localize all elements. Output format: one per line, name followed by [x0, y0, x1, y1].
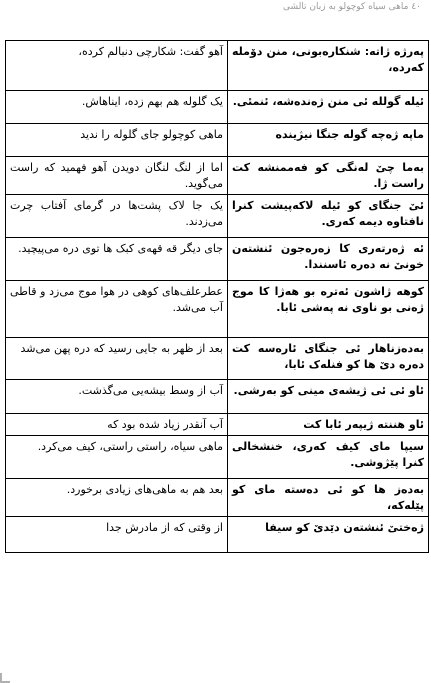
table-row: [6, 479, 429, 517]
kurdish-cell: ژەختێ ئنشتەن دێدێ کو سیفا: [228, 517, 429, 553]
table-row: [6, 41, 429, 91]
kurdish-cell: ئاو ئی ئی ژیشەی مینی کو بەرشی.: [228, 380, 429, 414]
kurdish-cell: بەما چێ لەنگی کو فەممنشە کت راست ژا.: [228, 157, 429, 195]
persian-cell: بعد از ظهر به جایی رسید که دره پهن می‌شد: [6, 338, 228, 380]
table-row: [6, 338, 429, 380]
persian-cell: جای دیگر قه قهه‌ی کبک ها توی دره می‌پیچید.: [6, 238, 228, 281]
persian-cell: یک جا لاک پشت‌ها در گرمای آفتاب چرت می‌زدند.: [6, 195, 228, 238]
table-body: [6, 41, 429, 553]
table-row: [6, 91, 429, 124]
persian-cell: بعد هم به ماهی‌های زیادی برخورد.: [6, 479, 228, 517]
persian-cell: اما از لنگ لنگان دویدن آهو فهمید که راست می‌گوید.: [6, 157, 228, 195]
kurdish-cell: پەرژە ژاتە: شنکارەبونی، منن دۆملە کەردە،: [228, 41, 429, 91]
table-row: [6, 157, 429, 195]
persian-cell: ماهی کوچولو جای گلوله را ندید: [6, 124, 228, 157]
table-row: [6, 517, 429, 553]
kurdish-cell: ماپە ژەچە گولە جنگا نیژینده: [228, 124, 429, 157]
persian-cell: از وقتی که از مادرش جدا: [6, 517, 228, 553]
kurdish-cell: ئە ژەرتەری کا زەرەجون ئنشتەن خونێ نە دەرە ئاسنندا.: [228, 238, 429, 281]
persian-cell: آب آنقدر زیاد شده بود که: [6, 414, 228, 436]
kurdish-cell: سیپا مای کیف کەری، خنشخالی کنرا پێژوشی.: [228, 436, 429, 479]
persian-cell: عطرعلف‌های کوهی در هوا موج می‌زد و قاطی آب می‌شد.: [6, 281, 228, 338]
bilingual-table: [5, 40, 429, 553]
running-header: ٤٠ ماهی سیاه کوچولو به زبان تالشی: [283, 2, 421, 12]
table-row: [6, 414, 429, 436]
kurdish-cell: بەدەز ها کو ئی دەستە مای کو پێلەکە،: [228, 479, 429, 517]
table-row: [6, 380, 429, 414]
table-row: [6, 436, 429, 479]
table-row: [6, 238, 429, 281]
table-row: [6, 124, 429, 157]
bilingual-table-container: [5, 40, 429, 553]
kurdish-cell: کوهە ژاشون ئەترە بو هەژا کا موج ژەنی بو ناوی نە پەشی ئابا.: [228, 281, 429, 338]
table-row: [6, 281, 429, 338]
kurdish-cell: بەدەزناهار ئی جنگای ئارەسە کت دەرە دێ ها کو فنلەک ئابا،: [228, 338, 429, 380]
kurdish-cell: ئیلە گوللە ئی منن ژەندەشە، ئنمئی.: [228, 91, 429, 124]
persian-cell: آب از وسط بیشه‌یی می‌گذشت.: [6, 380, 228, 414]
persian-cell: ماهی سیاه، راستی راستی، کیف می‌کرد.: [6, 436, 228, 479]
kurdish-cell: ئێ جنگای کو ئیلە لاکەپیشت کنرا نافتاوە دیمە کەری.: [228, 195, 429, 238]
page-corner-mark: [0, 673, 10, 683]
table-row: [6, 195, 429, 238]
persian-cell: یک گلوله هم بهم زده، ایناهاش.: [6, 91, 228, 124]
persian-cell: آهو گفت: شکارچی دنبالم کرده،: [6, 41, 228, 91]
kurdish-cell: ئاو هننتە ژیپەر ئابا کت: [228, 414, 429, 436]
